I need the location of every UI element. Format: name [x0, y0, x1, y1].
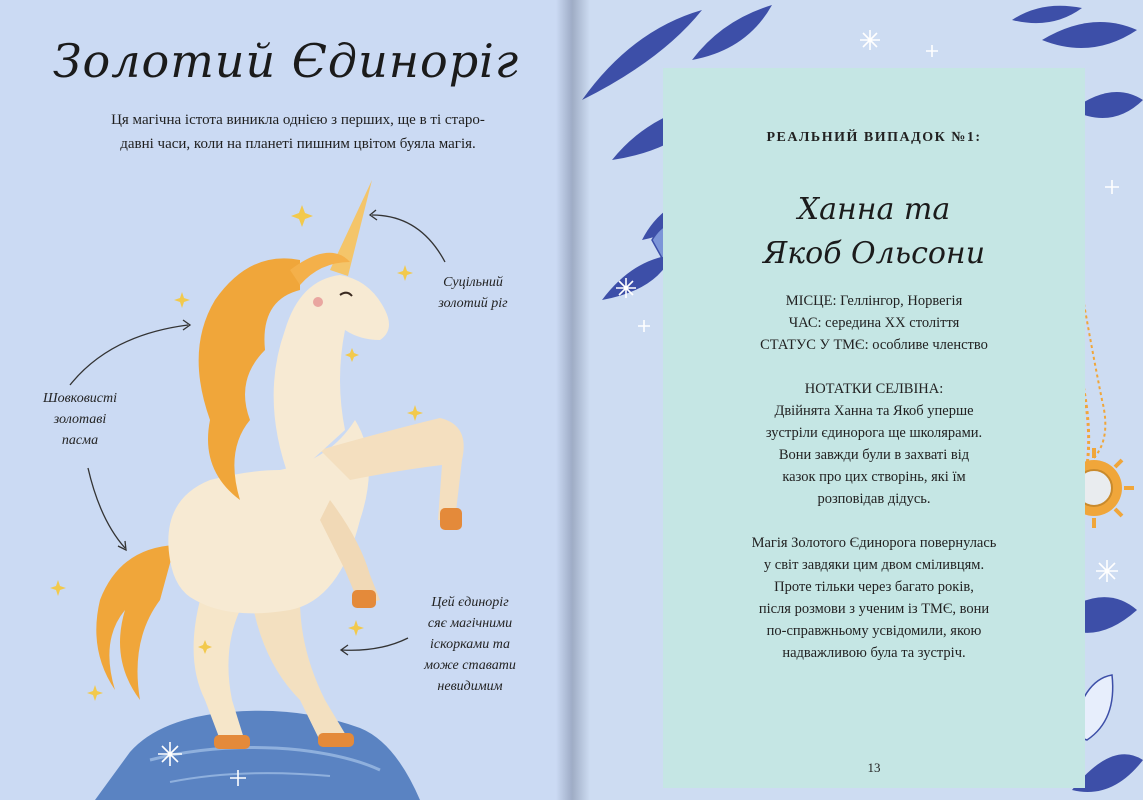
case-title-line: Якоб Ольсони [762, 236, 986, 271]
label-line: Суцільний [443, 275, 503, 290]
fact-status: СТАТУС У ТМЄ: особливе членство [760, 337, 988, 353]
label-line: пасма [61, 433, 99, 448]
notes-line: розповідав дідусь. [817, 491, 931, 507]
sparkle-label [400, 592, 540, 697]
notes-line: Магія Золотого Єдинорога повернулась [751, 535, 997, 551]
label-line: невидимим [437, 679, 503, 694]
page-number: 13 [867, 760, 881, 775]
notes-line: Двійнята Ханна та Якоб уперше [774, 403, 974, 419]
notes-line: зустріли єдинорога ще школярами. [765, 425, 983, 441]
label-line: Шовковисті [43, 391, 117, 406]
fact-location: МІСЦЕ: Геллінгор, Норвегія [785, 293, 963, 309]
case-title-line: Ханна та [797, 192, 951, 227]
notes-line: Проте тільки через багато років, [774, 579, 974, 595]
label-line: золотаві [53, 412, 107, 427]
case-kicker: РЕАЛЬНИЙ ВИПАДОК №1: [766, 130, 982, 145]
case-card [663, 68, 1085, 788]
mane-label [20, 388, 140, 451]
fact-time: ЧАС: середина XX століття [788, 315, 960, 331]
case-title [663, 188, 1085, 276]
intro-line: Ця магічна істота виникла однією з перших, ще в ті старо- [111, 112, 485, 128]
tail-icon [96, 545, 175, 700]
notes-line: після розмови з ученим із ТМЄ, вони [758, 601, 990, 617]
horn-label [418, 272, 528, 314]
notes-heading: НОТАТКИ СЕЛВІНА: [804, 381, 944, 397]
intro-text [108, 108, 488, 156]
label-line: сяє магічними [427, 616, 513, 631]
label-line: може ставати [424, 658, 516, 673]
page-title: Золотий Єдиноріг [52, 34, 520, 88]
label-line: іскорками та [429, 637, 511, 652]
rock-icon [95, 711, 420, 800]
label-line: золотий ріг [438, 296, 508, 311]
case-body [663, 290, 1085, 664]
notes-line: у світ завдяки цим двом сміливцям. [763, 557, 985, 573]
notes-line: по-справжньому усвідомили, якою [766, 623, 982, 639]
intro-line: давні часи, коли на планеті пишним цвітом буяла магія. [120, 136, 476, 152]
label-line: Цей єдиноріг [431, 595, 509, 610]
notes-line: казок про цих створінь, які їм [782, 469, 966, 485]
notes-line: Вони завжди були в захваті від [778, 447, 970, 463]
notes-line: надважливою була та зустріч. [782, 645, 966, 661]
